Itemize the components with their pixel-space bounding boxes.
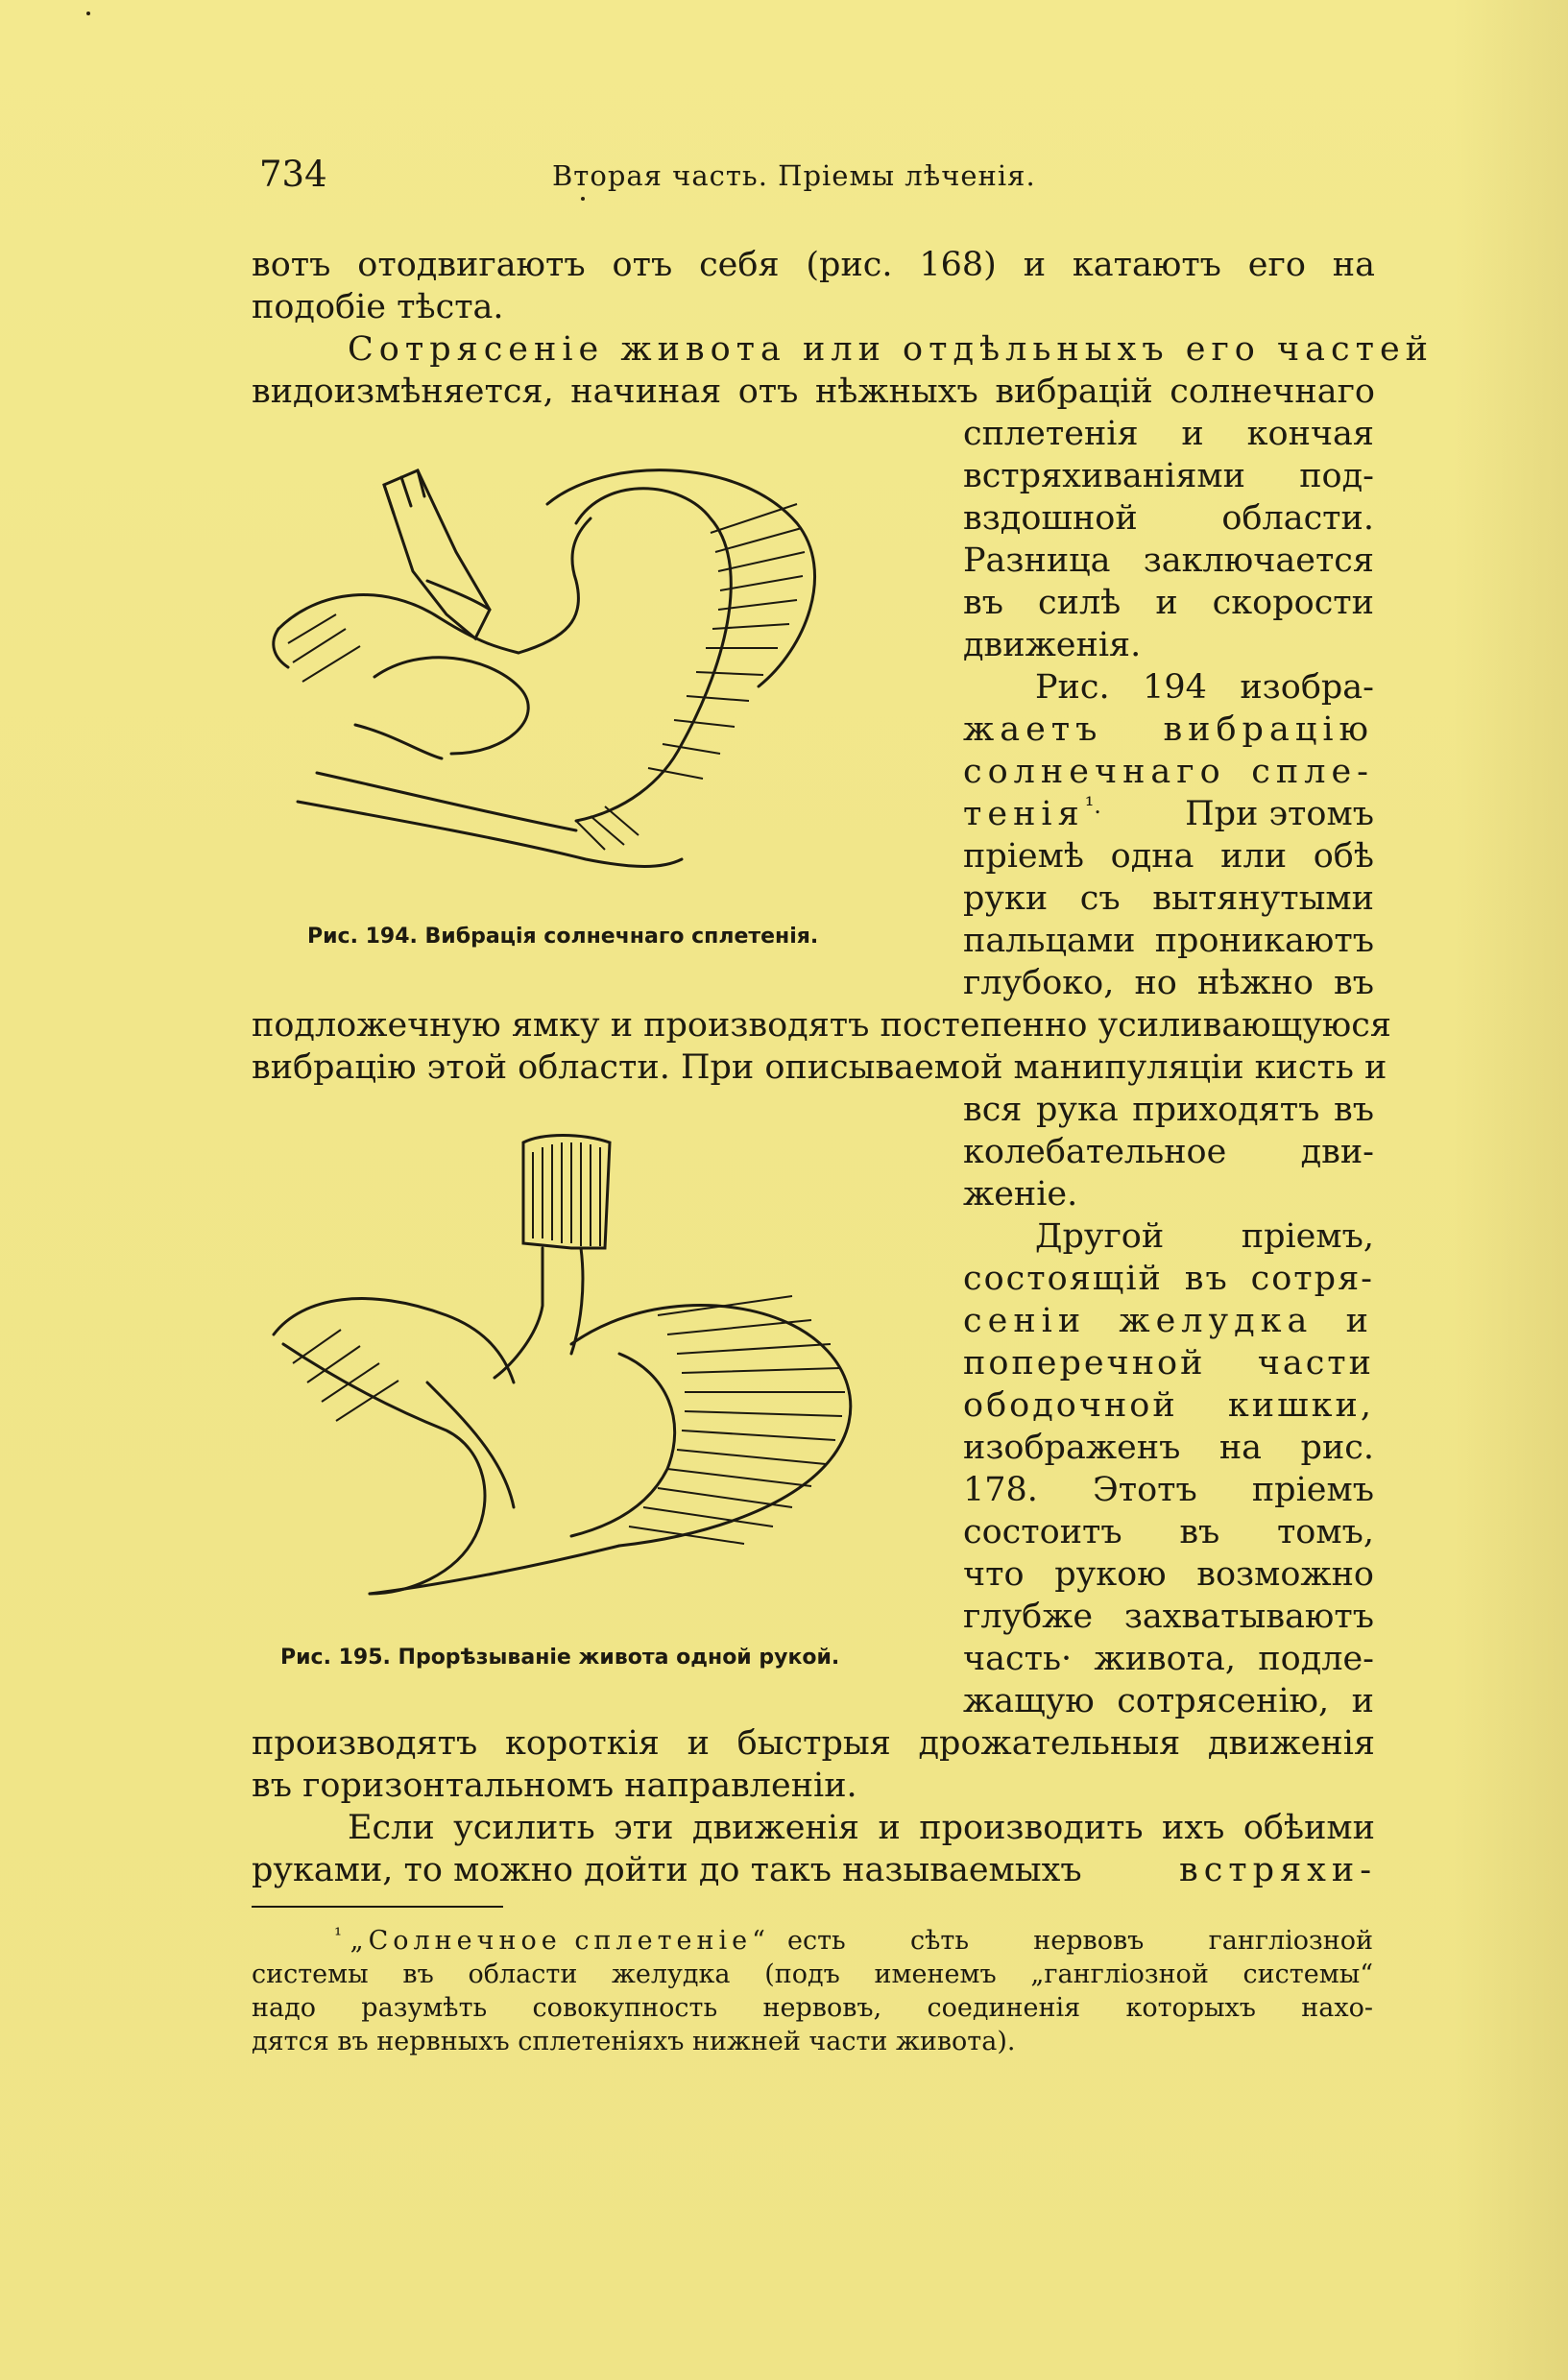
spaced-word: тенія (963, 795, 1085, 833)
text-line: глубоко, но нѣжно въ (963, 964, 1374, 1002)
text-line: поперечной части (963, 1344, 1374, 1382)
footnote-rule (252, 1906, 503, 1908)
text-line: подобіе тѣста. (252, 288, 504, 326)
text-line: руки съ вытянутыми (963, 879, 1374, 918)
footnote-reference: ¹. (1084, 792, 1101, 819)
footnote-line: надо разумѣть совокупность нервовъ, соединенія которыхъ нахо- (252, 1993, 1373, 2023)
figure-195-illustration (254, 1133, 927, 1623)
text-line: что рукою возможно (963, 1555, 1374, 1594)
text-line: глубже захватываютъ (963, 1598, 1374, 1636)
footnote-marker: ¹ (334, 1923, 343, 1946)
text-line: пріемѣ одна или обѣ (963, 837, 1374, 876)
running-title: Вторая часть. Пріемы лѣченія. (552, 159, 1036, 192)
footnote-line: есть сѣть нервовъ гангліозной (787, 1926, 1373, 1956)
figure-195-caption: Рис. 195. Прорѣзываніе живота одной рукой. (280, 1646, 840, 1670)
footnote-term: „Солнечное сплетеніе“ (350, 1926, 770, 1956)
text-line: въ горизонтальномъ направленіи. (252, 1767, 857, 1805)
text-line: производятъ короткія и быстрыя дрожательныя движенія (252, 1724, 1375, 1763)
text-line: въ силѣ и скорости (963, 584, 1374, 622)
figure-194-caption: Рис. 194. Вибрація солнечнаго сплетенія. (307, 925, 819, 949)
footnote-line (334, 1924, 770, 1959)
figure-194-illustration (259, 437, 931, 907)
text-line: часть· живота, подле- (963, 1640, 1374, 1678)
text-line: 178. Этотъ пріемъ (963, 1471, 1374, 1509)
text-line: состоящій въ сотря- (963, 1260, 1374, 1298)
text-line: женіе. (963, 1175, 1078, 1214)
running-header (254, 154, 1373, 202)
speck (86, 12, 90, 15)
text-line: вотъ отодвигаютъ отъ себя (рис. 168) и катаютъ его на (252, 246, 1375, 284)
text-line: сеніи желудка и (963, 1302, 1374, 1340)
text-line: Разница заключается (963, 541, 1374, 580)
text-line: жащую сотрясенію, и (963, 1682, 1374, 1720)
footnote-line: системы въ области желудка (подъ именемъ „гангліозной системы“ (252, 1959, 1373, 1989)
text-line: вся рука приходятъ въ (963, 1091, 1374, 1129)
text-line: изображенъ на рис. (963, 1429, 1374, 1467)
text-line: вибрацію этой области. При описываемой манипуляціи кисть и (252, 1048, 1387, 1087)
text-line: подложечную ямку и производятъ постепенно усиливающуюся (252, 1006, 1391, 1045)
text-line (963, 793, 1101, 838)
text-line: ободочной кишки, (963, 1386, 1374, 1425)
text-line: Рис. 194 изобра- (1035, 668, 1374, 707)
text-line: Сотрясеніе живота или отдѣльныхъ его частей (348, 330, 1435, 369)
text-line: жаетъ вибрацію (963, 710, 1374, 749)
footnote-line: дятся въ нервныхъ сплетеніяхъ нижней части живота). (252, 2027, 1016, 2056)
text-line: встряхи- (1179, 1851, 1378, 1889)
text-line: встряхиваніями под- (963, 457, 1374, 495)
page-edge-shading (1453, 0, 1568, 2380)
text-line: движенія. (963, 626, 1142, 664)
text-line: вздошной области. (963, 499, 1374, 538)
text-line: руками, то можно дойти до такъ называемыхъ (252, 1851, 1082, 1889)
page-number: 734 (259, 154, 327, 195)
text-line: колебательное дви- (963, 1133, 1374, 1171)
text-line: Если усилить эти движенія и производить ихъ обѣими (348, 1809, 1375, 1847)
text-line: сплетенія и кончая (963, 415, 1374, 453)
text-line: При этомъ (1185, 795, 1374, 833)
text-line: пальцами проникаютъ (963, 922, 1374, 960)
text-line: состоитъ въ томъ, (963, 1513, 1374, 1551)
text-line: солнечнаго спле- (963, 753, 1374, 791)
text-line: Другой пріемъ, (1035, 1217, 1374, 1256)
text-line: видоизмѣняется, начиная отъ нѣжныхъ вибрацій солнечнаго (252, 373, 1375, 411)
